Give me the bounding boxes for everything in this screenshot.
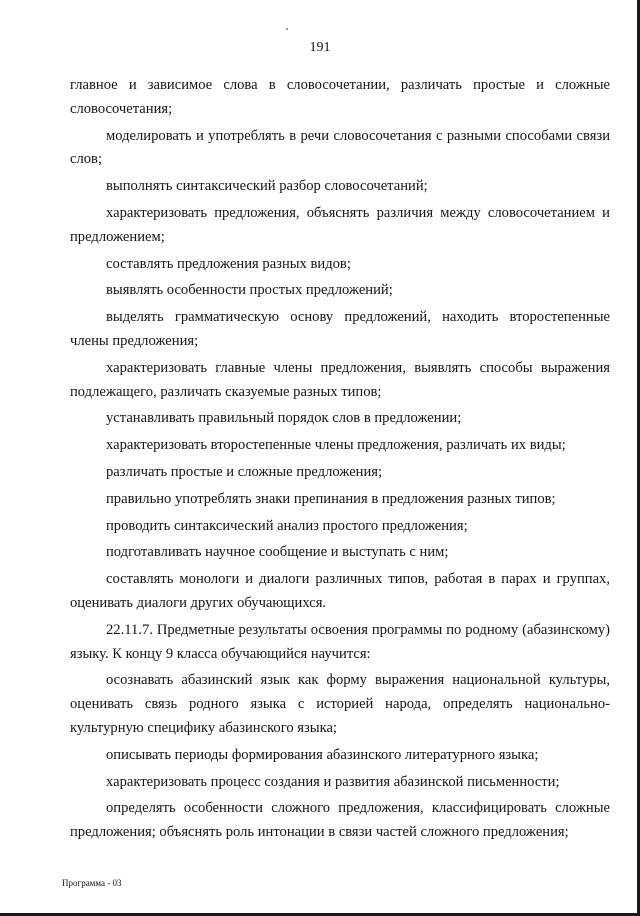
paragraph: выявлять особенности простых предложений; [106,282,393,299]
paragraph: устанавливать правильный порядок слов в предложении; [106,410,462,427]
paragraph: определять особенности сложного предложения, классифицировать сложные предложения; объяснять роль интонации в связи частей сложного предложения; [70,800,610,841]
paragraph: характеризовать главные члены предложения, выявлять способы выражения подлежащего, различать сказуемые разных типов; [70,359,610,400]
paragraph: выполнять синтаксический разбор словосочетаний; [106,178,428,195]
footer-label: Программа - 03 [62,878,122,888]
paragraph: составлять предложения разных видов; [106,255,351,272]
paragraph: правильно употреблять знаки препинания в предложения разных типов; [106,490,556,507]
section-heading-paragraph: 22.11.7. Предметные результаты освоения программы по родному (абазинскому) языку. К концу 9 класса обучающийся научится: [70,621,610,662]
paragraph: различать простые и сложные предложения; [106,463,383,480]
paragraph: характеризовать процесс создания и развития абазинской письменности; [106,773,560,790]
paragraph: составлять монологи и диалоги различных типов, работая в парах и группах, оценивать диалоги других обучающихся. [70,571,610,611]
scan-speck [286,28,288,30]
page-number: 191 [309,40,331,55]
paragraph: характеризовать предложения, объяснять различия между словосочетанием и предложением; [70,204,610,245]
paragraph: выделять грамматическую основу предложений, находить второстепенные члены предложения; [70,309,610,349]
paragraph: моделировать и употреблять в речи словосочетания с разными способами связи слов; [70,127,610,168]
paragraph: характеризовать второстепенные члены предложения, различать их виды; [106,437,566,454]
document-body [70,74,610,848]
paragraph: проводить синтаксический анализ простого предложения; [106,517,468,534]
paragraph: главное и зависимое слова в словосочетании, различать простые и сложные словосочетания; [70,77,610,117]
paragraph: осознавать абазинский язык как форму выражения национальной культуры, оценивать связь родного языка с историей народа, определять национально-культурную специфику абазинского языка; [70,672,610,736]
paragraph: описывать периоды формирования абазинского литературного языка; [106,746,539,763]
paragraph: подготавливать научное сообщение и выступать с ним; [106,544,449,561]
